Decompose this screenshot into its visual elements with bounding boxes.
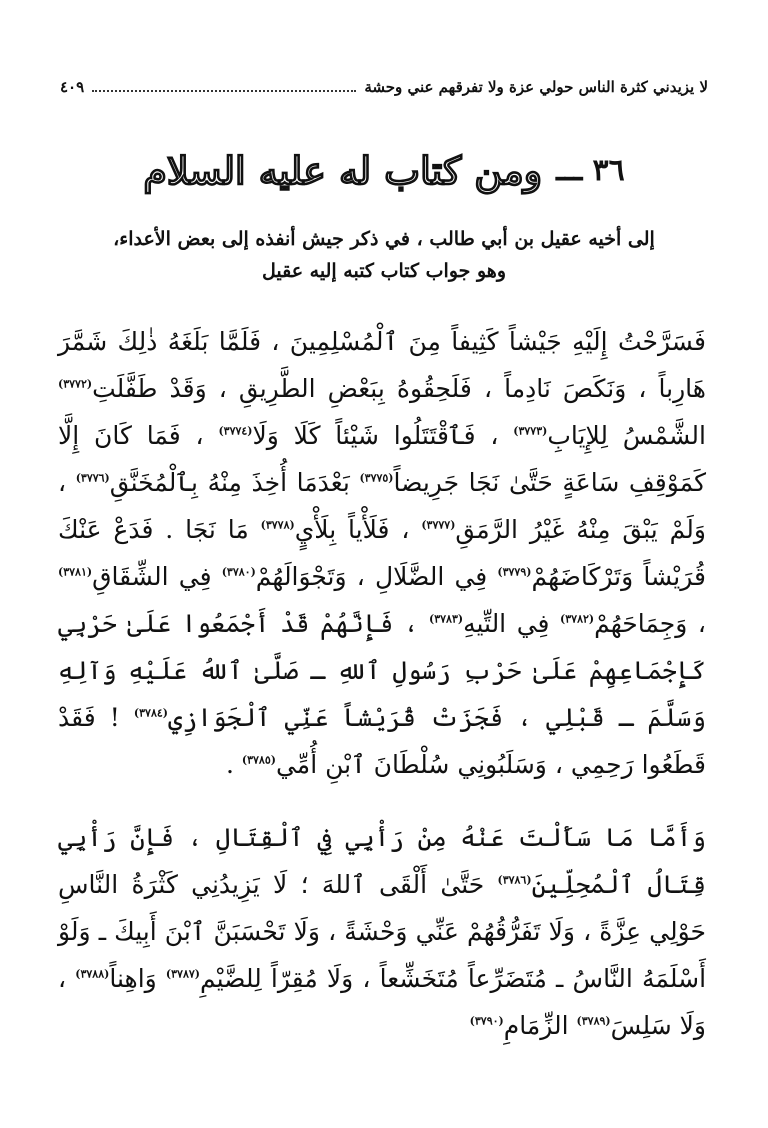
text-segment: وَأَمَّا مَا سَأَلْتَ عَنْهُ مِنْ رَأْيِي فِي ٱلْقِتَالِ ، فَإِنَّ رَأْيِي قِتَالُ ٱلْمُحِلِّينَ bbox=[58, 823, 706, 899]
running-header-title: لا يزيدني كثرة الناس حولي عزة ولا تفرقهم عني وحشة bbox=[364, 78, 708, 96]
text-segment: حَتَّىٰ أَلْقَى ٱللهَ ؛ لَا يَزِيدُنِي كَثْرَةُ النَّاسِ حَوْلِي عِزَّةً ، وَلَا تَفَرُّقُهُمْ عَنِّي وَحْشَةً ، وَلَا تَحْسَبَنَّ ٱبْنَ أَبِيكَ ـ وَلَوْ أَسْلَمَهُ النَّاسُ ـ مُتَضَرِّعاً مُتَخَشِّعاً ، وَلَا مُقِرّاً لِلضَّيْمِ bbox=[58, 870, 707, 993]
footnote-marker: (٣٧٧٢) bbox=[58, 377, 93, 391]
text-segment: ، فَإِنَّهُمْ قَدْ أَجْمَعُوا عَلَىٰ حَرْبِي كَإِجْمَاعِهِمْ عَلَىٰ حَرْبِ رَسُولِ ٱللهِ ـ صَلَّىٰ ٱللهُ عَلَيْهِ وَآلِهِ وَسَلَّمَ ـ قَبْلِي ، فَجَزَتْ قُرَيْشاً عَنِّي ٱلْجَوَازِي bbox=[58, 609, 706, 732]
text-segment: ، وَلَا سَلِسَ bbox=[58, 964, 706, 1040]
paragraph-2 bbox=[58, 814, 706, 1049]
text-segment: وَاهِناً bbox=[109, 964, 166, 993]
footnote-marker: (٣٧٨٤) bbox=[133, 706, 168, 720]
footnote-marker: (٣٧٨٥) bbox=[241, 753, 276, 767]
letter-number: ٣٦ bbox=[592, 152, 625, 188]
footnote-marker: (٣٧٧٩) bbox=[497, 565, 532, 579]
text-segment: ، فَٱقْتَتَلُوا شَيْئاً كَلَا وَلَا bbox=[252, 421, 514, 450]
text-segment: ! فَقَدْ قَطَعُوا رَحِمِي ، وَسَلَبُونِي سُلْطَانَ ٱبْنِ أُمِّي bbox=[58, 703, 706, 779]
text-segment: بَعْدَمَا أُخِذَ مِنْهُ بِٱلْمُخَنَّقِ bbox=[109, 468, 360, 497]
footnote-marker: (٣٧٧٤) bbox=[218, 424, 253, 438]
text-segment: فَسَرَّحْتُ إِلَيْهِ جَيْشاً كَثِيفاً مِنَ ٱلْمُسْلِمِينَ ، فَلَمَّا بَلَغَهُ ذٰلِكَ شَمَّرَ هَارِباً ، وَنَكَصَ نَادِماً ، فَلَحِقُوهُ بِبَعْضِ الطَّرِيقِ ، وَقَدْ طَفَّلَتِ bbox=[58, 327, 706, 403]
footnote-marker: (٣٧٨٦) bbox=[497, 873, 532, 887]
text-segment: مَا نَجَا . فَدَعْ عَنْكَ قُرَيْشاً وَتَرْكَاضَهُمْ bbox=[58, 515, 706, 591]
footnote-marker: (٣٧٨١) bbox=[58, 565, 93, 579]
heading-dash: ـــ bbox=[556, 152, 583, 188]
page-number: ٤٠٩ bbox=[60, 78, 85, 96]
paragraph-1 bbox=[58, 318, 706, 788]
footnote-marker: (٣٧٨٢) bbox=[560, 612, 595, 626]
footnote-marker: (٣٧٧٦) bbox=[75, 471, 110, 485]
footnote-marker: (٣٧٨٧) bbox=[165, 967, 200, 981]
footnote-marker: (٣٧٩٠) bbox=[469, 1014, 504, 1028]
footnote-marker: (٣٧٨٩) bbox=[576, 1014, 611, 1028]
footnote-marker: (٣٧٨٨) bbox=[75, 967, 110, 981]
text-segment: فِي الشِّقَاقِ bbox=[92, 562, 222, 591]
letter-title: ومن كتاب له عليه السلام bbox=[143, 147, 543, 193]
text-segment: . bbox=[225, 750, 242, 779]
footnote-marker: (٣٧٧٧) bbox=[421, 518, 456, 532]
letter-heading bbox=[0, 140, 768, 200]
footnote-marker: (٣٧٧٨) bbox=[260, 518, 295, 532]
text-segment: فِي الضَّلَالِ ، وَتَجْوَالَهُمْ bbox=[255, 562, 498, 591]
subtitle-line-2: وهو جواب كتاب كتبه إليه عقيل bbox=[261, 260, 507, 282]
footnote-marker: (٣٧٨٣) bbox=[429, 612, 464, 626]
subtitle-line-1: إلى أخيه عقيل بن أبي طالب ، في ذكر جيش أنفذه إلى بعض الأعداء، bbox=[113, 228, 655, 250]
text-segment: الزِّمَامِ bbox=[503, 1011, 577, 1040]
running-header bbox=[60, 72, 708, 102]
footnote-marker: (٣٧٨٠) bbox=[221, 565, 256, 579]
footnote-marker: (٣٧٧٣) bbox=[513, 424, 548, 438]
text-segment: الشَّمْسُ لِلإِيَابِ bbox=[547, 421, 706, 450]
text-segment: فِي التِّيهِ bbox=[463, 609, 561, 638]
letter-body bbox=[58, 318, 706, 1049]
text-segment: ، فَلَأْياً بِلَأْيٍ bbox=[294, 515, 422, 544]
header-dot-leader bbox=[92, 90, 356, 92]
text-segment: ، فَمَا كَانَ إِلَّا كَمَوْقِفِ سَاعَةٍ حَتَّىٰ نَجَا جَرِيضاً bbox=[58, 421, 706, 497]
footnote-marker: (٣٧٧٥) bbox=[359, 471, 394, 485]
text-segment: ، وَلَمْ يَبْقَ مِنْهُ غَيْرُ الرَّمَقِ bbox=[58, 468, 706, 544]
text-segment: ، وَجِمَاحَهُمْ bbox=[594, 609, 706, 638]
